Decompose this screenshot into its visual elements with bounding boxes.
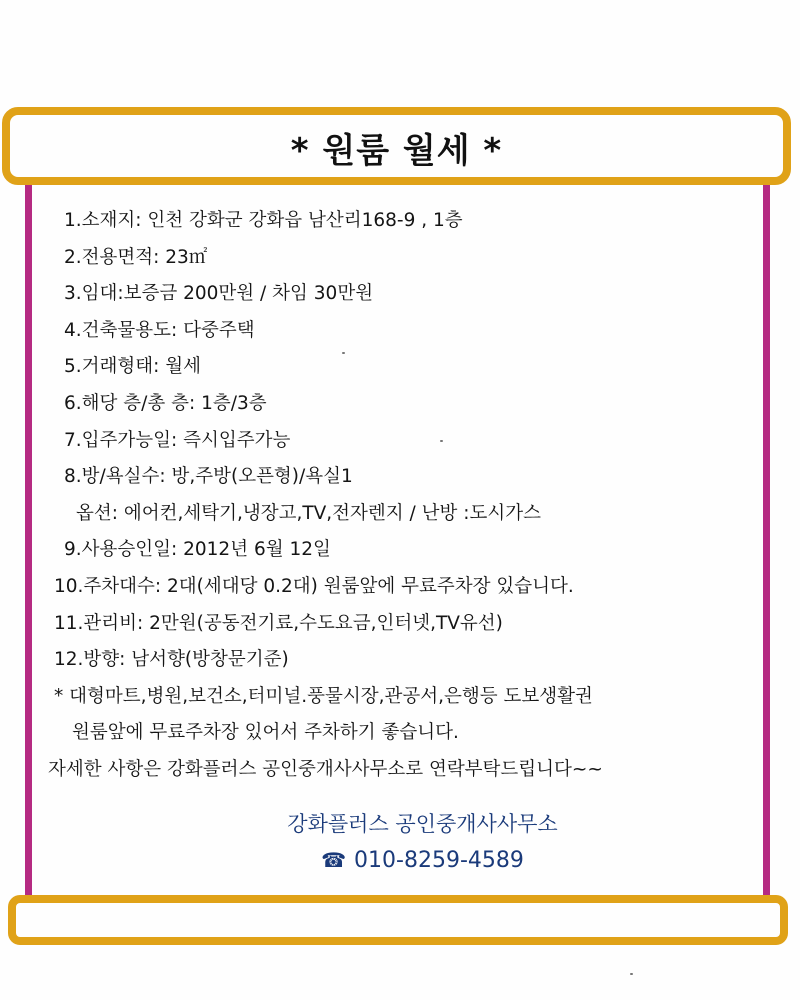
detail-move-in-date: 7.입주가능일: 즉시입주가능 [64,429,291,451]
detail-location: 1.소재지: 인천 강화군 강화읍 남산리168-9 , 1층 [64,210,463,231]
phone-number: 010-8259-4589 [354,848,524,873]
note-amenities: * 대형마트,병원,보건소,터미널.풍물시장,관공서,은행등 도보생활권 [54,685,593,707]
note-contact-request: 자세한 사항은 강화플러스 공인중개사사무소로 연락부탁드립니다~~ [48,758,603,780]
detail-parking: 10.주차대수: 2대(세대당 0.2대) 원룸앞에 무료주차장 있습니다. [54,575,574,597]
note-parking: 원룸앞에 무료주차장 있어서 주차하기 좋습니다. [72,722,459,744]
detail-building-use: 4.건축물용도: 다중주택 [64,319,255,341]
footer-banner [8,895,788,945]
detail-management-fee: 11.관리비: 2만원(공동전기료,수도요금,인터넷,TV유선) [54,612,503,634]
office-name: 강화플러스 공인중개사사무소 [287,812,558,836]
detail-area: 2.전용면적: 23㎡ [64,246,208,268]
scan-speck [440,440,443,442]
detail-lease-terms: 3.임대:보증금 200만원 / 차임 30만원 [64,283,374,305]
detail-transaction-type: 5.거래형태: 월세 [64,356,201,378]
scan-speck [342,352,345,354]
detail-direction: 12.방향: 남서향(방창문기준) [54,649,289,671]
detail-rooms: 8.방/욕실수: 방,주방(오픈형)/욕실1 [64,466,353,488]
scan-speck [630,973,633,975]
title-banner [2,107,791,185]
phone-icon: ☎ [321,848,347,872]
detail-approval-date: 9.사용승인일: 2012년 6월 12일 [64,539,331,561]
phone-line [0,848,800,873]
detail-floor: 6.해당 층/총 층: 1층/3층 [64,392,267,414]
detail-options: 옵션: 에어컨,세탁기,냉장고,TV,전자렌지 / 난방 :도시가스 [76,502,541,524]
listing-details [48,203,754,789]
page-title: * 원룸 월세 * [290,130,503,171]
